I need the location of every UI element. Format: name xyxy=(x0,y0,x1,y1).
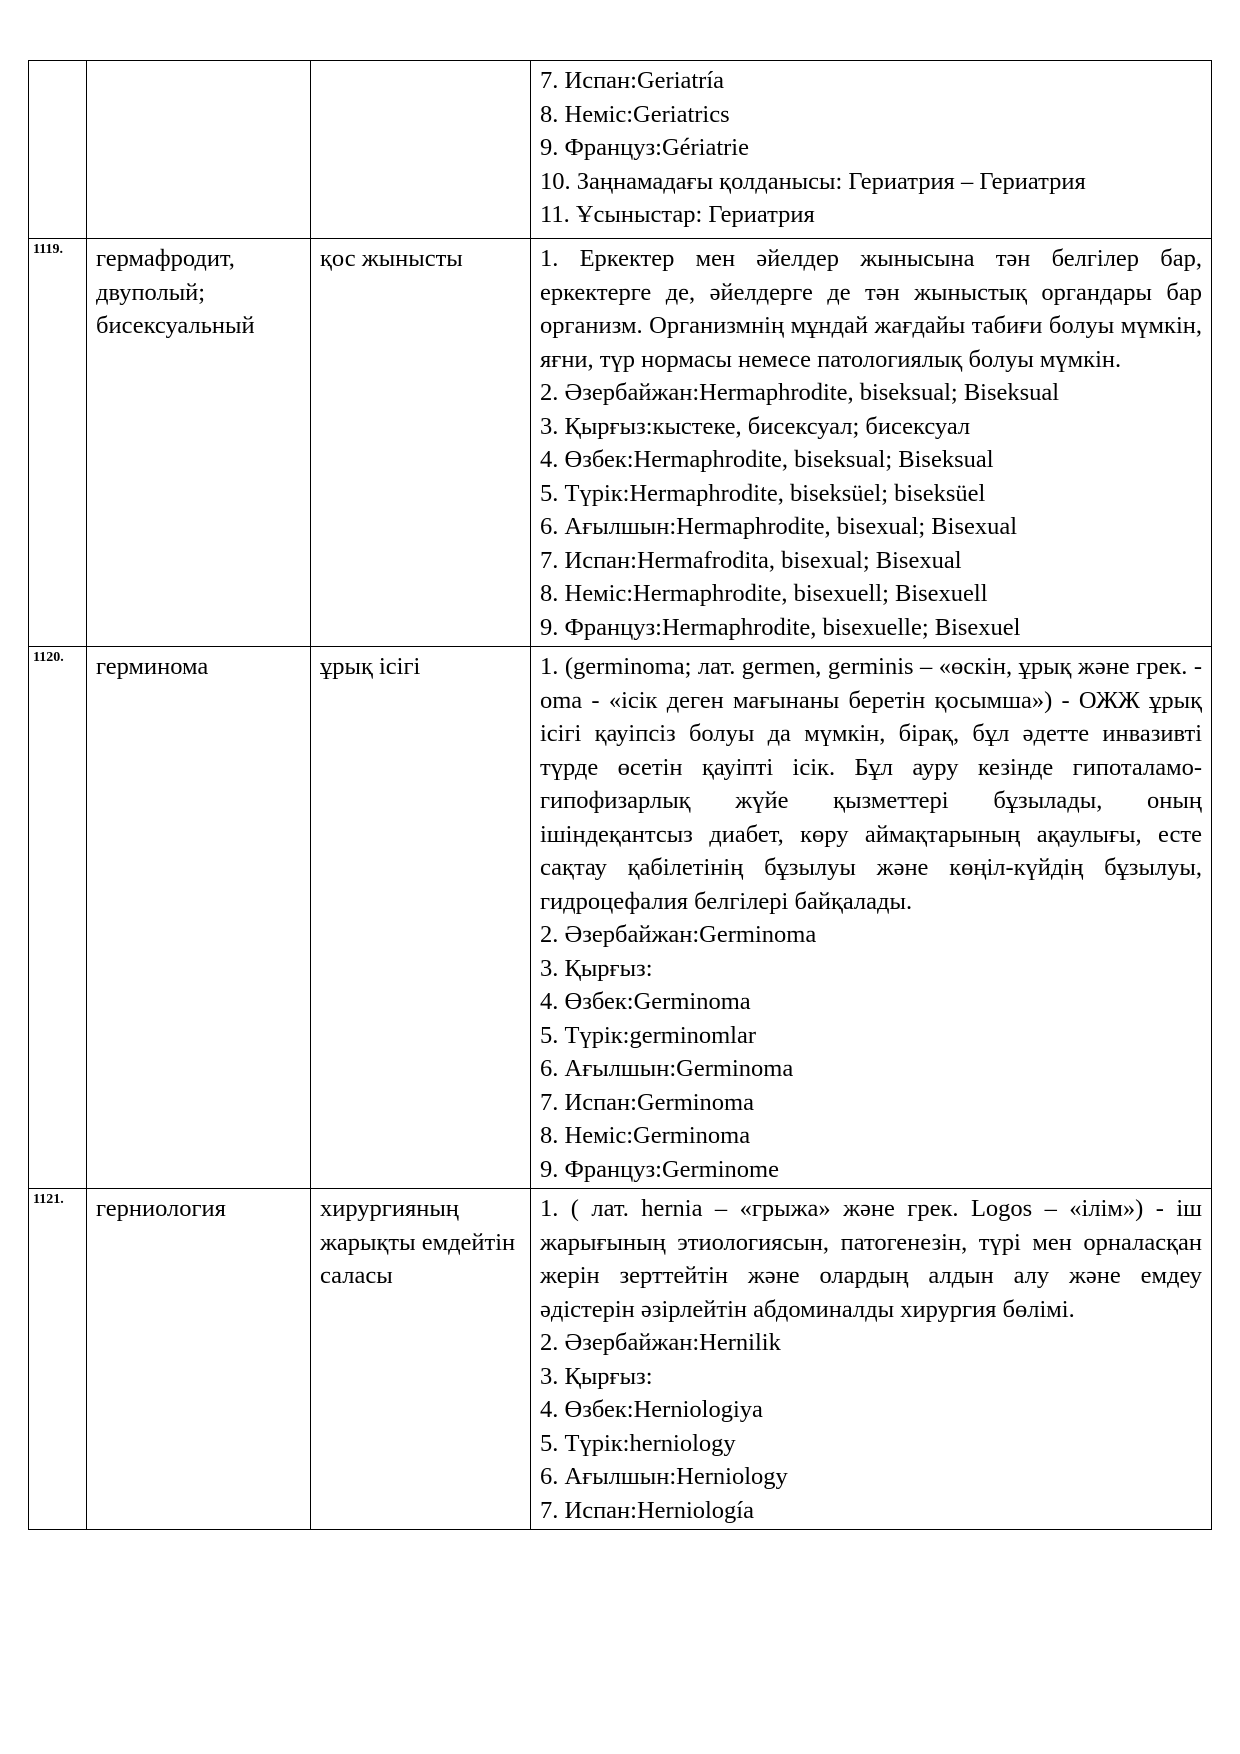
translation-line: 8. Неміс:Germinoma xyxy=(540,1122,751,1149)
translation-line: 3. Қырғыз: xyxy=(540,1362,653,1390)
russian-term: гермафродит, двуполый; бисексуальный xyxy=(87,239,311,647)
translation-line: 7. Испан:Hermafrodita, bisexual; Bisexual xyxy=(540,546,962,574)
translation-line: 5. Түрік:Hermaphrodite, biseksüel; biseksüel xyxy=(540,479,986,507)
table-row xyxy=(29,647,1212,1189)
definition-text: 1. Еркектер мен әйелдер жынысына тән белгілер бар, еркектерге де, әйелдерге де тән жыныстық органдары бар организм. Организмнің мұндай жағдайы табиғи болуы мүмкін, яғни, түр нормасы немесе патологиялық болуы мүмкін. xyxy=(540,245,1202,373)
translation-line: 2. Әзербайжан:Hermaphrodite, biseksual; Biseksual xyxy=(540,379,1060,406)
translation-line: 5. Түрік:herniology xyxy=(540,1429,736,1457)
kazakh-term: қос жынысты xyxy=(311,239,531,647)
definition-cell xyxy=(531,239,1212,647)
russian-term: герниология xyxy=(87,1189,311,1530)
translation-line: 3. Қырғыз: xyxy=(540,954,653,982)
translation-line: 8. Неміс:Hermaphrodite, bisexuell; Bisexuell xyxy=(540,580,988,607)
translation-line: 9. Француз:Hermaphrodite, bisexuelle; Bisexuel xyxy=(540,613,1021,641)
translation-line: 4. Өзбек:Hermaphrodite, biseksual; Biseksual xyxy=(540,446,994,473)
entry-number: 1120. xyxy=(29,647,87,1189)
translation-line: 9. Француз:Gériatrie xyxy=(540,134,749,161)
definition-cell xyxy=(531,61,1212,239)
russian-term xyxy=(87,61,311,239)
translation-line: 6. Ағылшын:Hermaphrodite, bisexual; Bisexual xyxy=(540,513,1018,540)
translation-line: 6. Ағылшын:Herniology xyxy=(540,1463,788,1490)
translation-line: 7. Испан:Germinoma xyxy=(540,1088,754,1116)
definition-text: 1. (germinoma; лат. germen, germinis – «өскін, ұрық және грек. -oma - «ісік деген мағынаны беретін қосымша») - ОЖЖ ұрық ісігі қауіпсіз болуы да мүмкін, бірақ, бұл әдетте инвазивті түрде өсетін қауіпті ісік. Бұл ауру кезінде гипоталамо-гипофизарлық жүйе қызметтері бұзылады, оның ішіндеқантсыз диабет, көру аймақтарының ақаулығы, есте сақтау қабілетінің бұзылуы және көңіл-күйдің бұзылуы, гидроцефалия белгілері байқалады. xyxy=(540,653,1202,915)
definition-cell xyxy=(531,1189,1212,1530)
translation-line: 9. Француз:Germinome xyxy=(540,1155,779,1183)
kazakh-term: хирургияның жарықты емдейтін саласы xyxy=(311,1189,531,1530)
table-row xyxy=(29,61,1212,239)
translation-line: 4. Өзбек:Germinoma xyxy=(540,988,751,1015)
entry-number: 1119. xyxy=(29,239,87,647)
kazakh-term xyxy=(311,61,531,239)
definition-cell xyxy=(531,647,1212,1189)
translation-line: 7. Испан:Geriatría xyxy=(540,67,725,94)
translation-line: 2. Әзербайжан:Germinoma xyxy=(540,921,817,948)
translation-line: 2. Әзербайжан:Hernilik xyxy=(540,1329,781,1356)
kazakh-term: ұрық ісігі xyxy=(311,647,531,1189)
entry-number: 1121. xyxy=(29,1189,87,1530)
recommendation-line: 11. Ұсыныстар: Гериатрия xyxy=(540,201,815,228)
definition-text: 1. ( лат. hernia – «грыжа» және грек. Logos – «ілім») - іш жарығының этиологиясын, патогенезін, түрі мен орналасқан жерін зерттейтін және олардың алдын алу және емдеу әдістерін әзірлейтін абдоминалды хирургия бөлімі. xyxy=(540,1195,1202,1323)
translation-line: 6. Ағылшын:Germinoma xyxy=(540,1055,794,1082)
legislation-usage: 10. Заңнамадағы қолданысы: Гериатрия – Гериатрия xyxy=(540,167,1086,195)
glossary-table xyxy=(28,60,1212,1530)
translation-line: 3. Қырғыз:кыстеке, бисексуал; бисексуал xyxy=(540,412,971,440)
table-row xyxy=(29,239,1212,647)
table-row xyxy=(29,1189,1212,1530)
translation-line: 8. Неміс:Geriatrics xyxy=(540,100,730,128)
translation-line: 4. Өзбек:Herniologiya xyxy=(540,1396,763,1423)
russian-term: герминома xyxy=(87,647,311,1189)
translation-line: 5. Түрік:germinomlar xyxy=(540,1021,757,1049)
translation-line: 7. Испан:Herniología xyxy=(540,1496,754,1524)
entry-number xyxy=(29,61,87,239)
